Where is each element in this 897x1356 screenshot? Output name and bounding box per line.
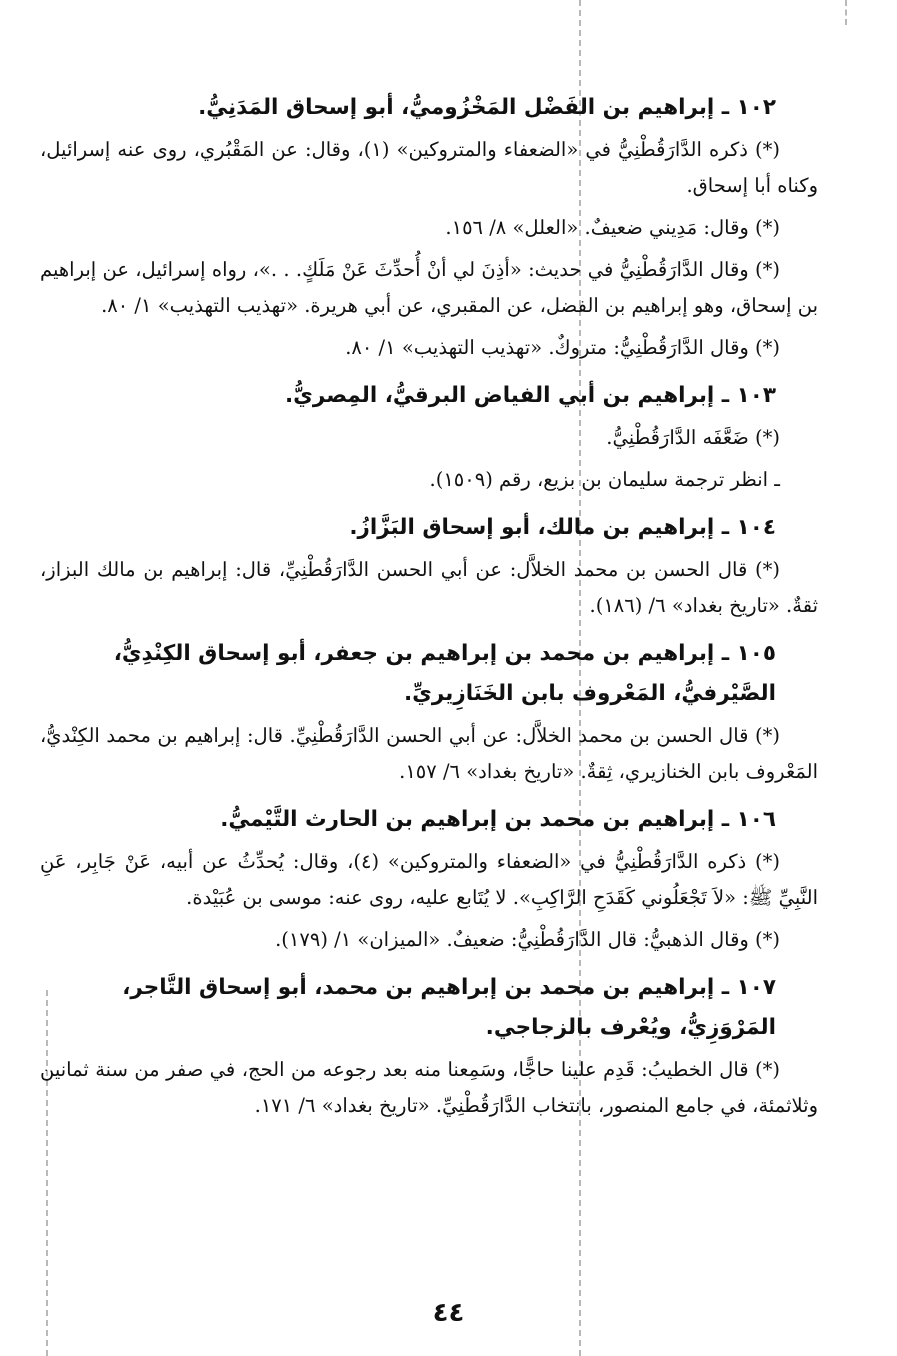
entry-heading: ١٠٥ ـ إبراهيم بن محمد بن إبراهيم بن جعفر، أبو إسحاق الكِنْدِيُّ، الصَّيْرفيُّ، المَعْروف بابن الخَنَازِيريِّ. xyxy=(113,641,776,706)
entry-107 xyxy=(40,968,818,1124)
entry-paragraph: (*) وقال: مَدِيني ضعيفٌ. «العلل» ٨/ ١٥٦. xyxy=(445,216,780,239)
entry-paragraph: (*) وقال الدَّارَقُطْنِيُّ: متروكٌ. «تهذيب التهذيب» ١/ ٨٠. xyxy=(345,336,780,359)
entry-paragraph: (*) وقال الدَّارَقُطْنِيُّ في حديث: «أذِنَ لي أنْ أُحدِّثَ عَنْ مَلَكٍ. . .»، رواه إسرائيل، عن إبراهيم بن إسحاق، وهو إبراهيم بن الفضل، عن المقبري، عن أبي هريرة. «تهذيب التهذيب» ١/ ٨٠. xyxy=(40,258,818,317)
page-number: ٤٤ xyxy=(432,1298,465,1328)
entry-heading: ١٠٤ ـ إبراهيم بن مالك، أبو إسحاق البَزَّازُ. xyxy=(349,515,776,540)
entry-paragraph: (*) ذكره الدَّارَقُطْنِيُّ في «الضعفاء والمتروكين» (١)، وقال: عن المَقْبُري، روى عنه إسرائيل، وكناه أبا إسحاق. xyxy=(40,138,818,197)
entry-104 xyxy=(40,508,818,624)
entry-105 xyxy=(40,634,818,790)
entry-102 xyxy=(40,88,818,366)
document-page xyxy=(40,88,818,1130)
entry-paragraph: (*) وقال الذهبيُّ: قال الدَّارَقُطْنِيُّ: ضعيفٌ. «الميزان» ١/ (١٧٩). xyxy=(275,928,780,951)
entry-paragraph: (*) قال الحسن بن محمد الخلاَّل: عن أبي الحسن الدَّارَقُطْنِيِّ، قال: إبراهيم بن مالك البزاز، ثقةٌ. «تاريخ بغداد» ٦/ (١٨٦). xyxy=(40,558,818,617)
entry-heading: ١٠٣ ـ إبراهيم بن أبي الفياض البرقيُّ، المِصريُّ. xyxy=(284,383,776,408)
entry-heading: ١٠٧ ـ إبراهيم بن محمد بن إبراهيم بن محمد، أبو إسحاق التَّاجر، المَرْوَزِيُّ، ويُعْرف بالزجاجي. xyxy=(122,975,776,1040)
entry-paragraph: (*) قال الخطيبُ: قَدِم علينا حاجًّا، وسَمِعنا منه بعد رجوعه من الحج، في صفر من سنة ثمانين وثلاثمئة، في جامع المنصور، بانتخاب الدَّارَقُطْنِيِّ. «تاريخ بغداد» ٦/ ١٧١. xyxy=(40,1058,818,1117)
entry-heading: ١٠٦ ـ إبراهيم بن محمد بن إبراهيم بن الحارث التَّيْميُّ. xyxy=(220,807,776,832)
scan-fold-line xyxy=(845,0,847,25)
entry-paragraph: (*) قال الحسن بن محمد الخلاَّل: عن أبي الحسن الدَّارَقُطْنِيِّ. قال: إبراهيم بن محمد الكِنْديُّ، المَعْروف بابن الخنازيري، ثِقةٌ. «تاريخ بغداد» ٦/ ١٥٧. xyxy=(40,724,818,783)
entry-paragraph: (*) ذكره الدَّارَقُطْنِيُّ في «الضعفاء والمتروكين» (٤)، وقال: يُحدِّثُ عن أبيه، عَنْ جَابِر، عَنِ النَّبِيِّ ﷺ: «لاَ تَجْعَلُوني كَقَدَحِ الرَّاكِبِ». لا يُتَابع عليه، روى عنه: موسى بن عُبَيْدة. xyxy=(40,850,818,909)
entry-103 xyxy=(40,376,818,498)
entry-heading: ١٠٢ ـ إبراهيم بن الفَضْل المَخْزُوميُّ، أبو إسحاق المَدَنِيُّ. xyxy=(198,95,776,120)
entry-106 xyxy=(40,800,818,958)
entry-paragraph: (*) ضَعَّفَه الدَّارَقُطْنِيُّ. xyxy=(606,426,780,449)
cross-reference-note: ـ انظر ترجمة سليمان بن بزيع، رقم (١٥٠٩). xyxy=(429,468,780,491)
